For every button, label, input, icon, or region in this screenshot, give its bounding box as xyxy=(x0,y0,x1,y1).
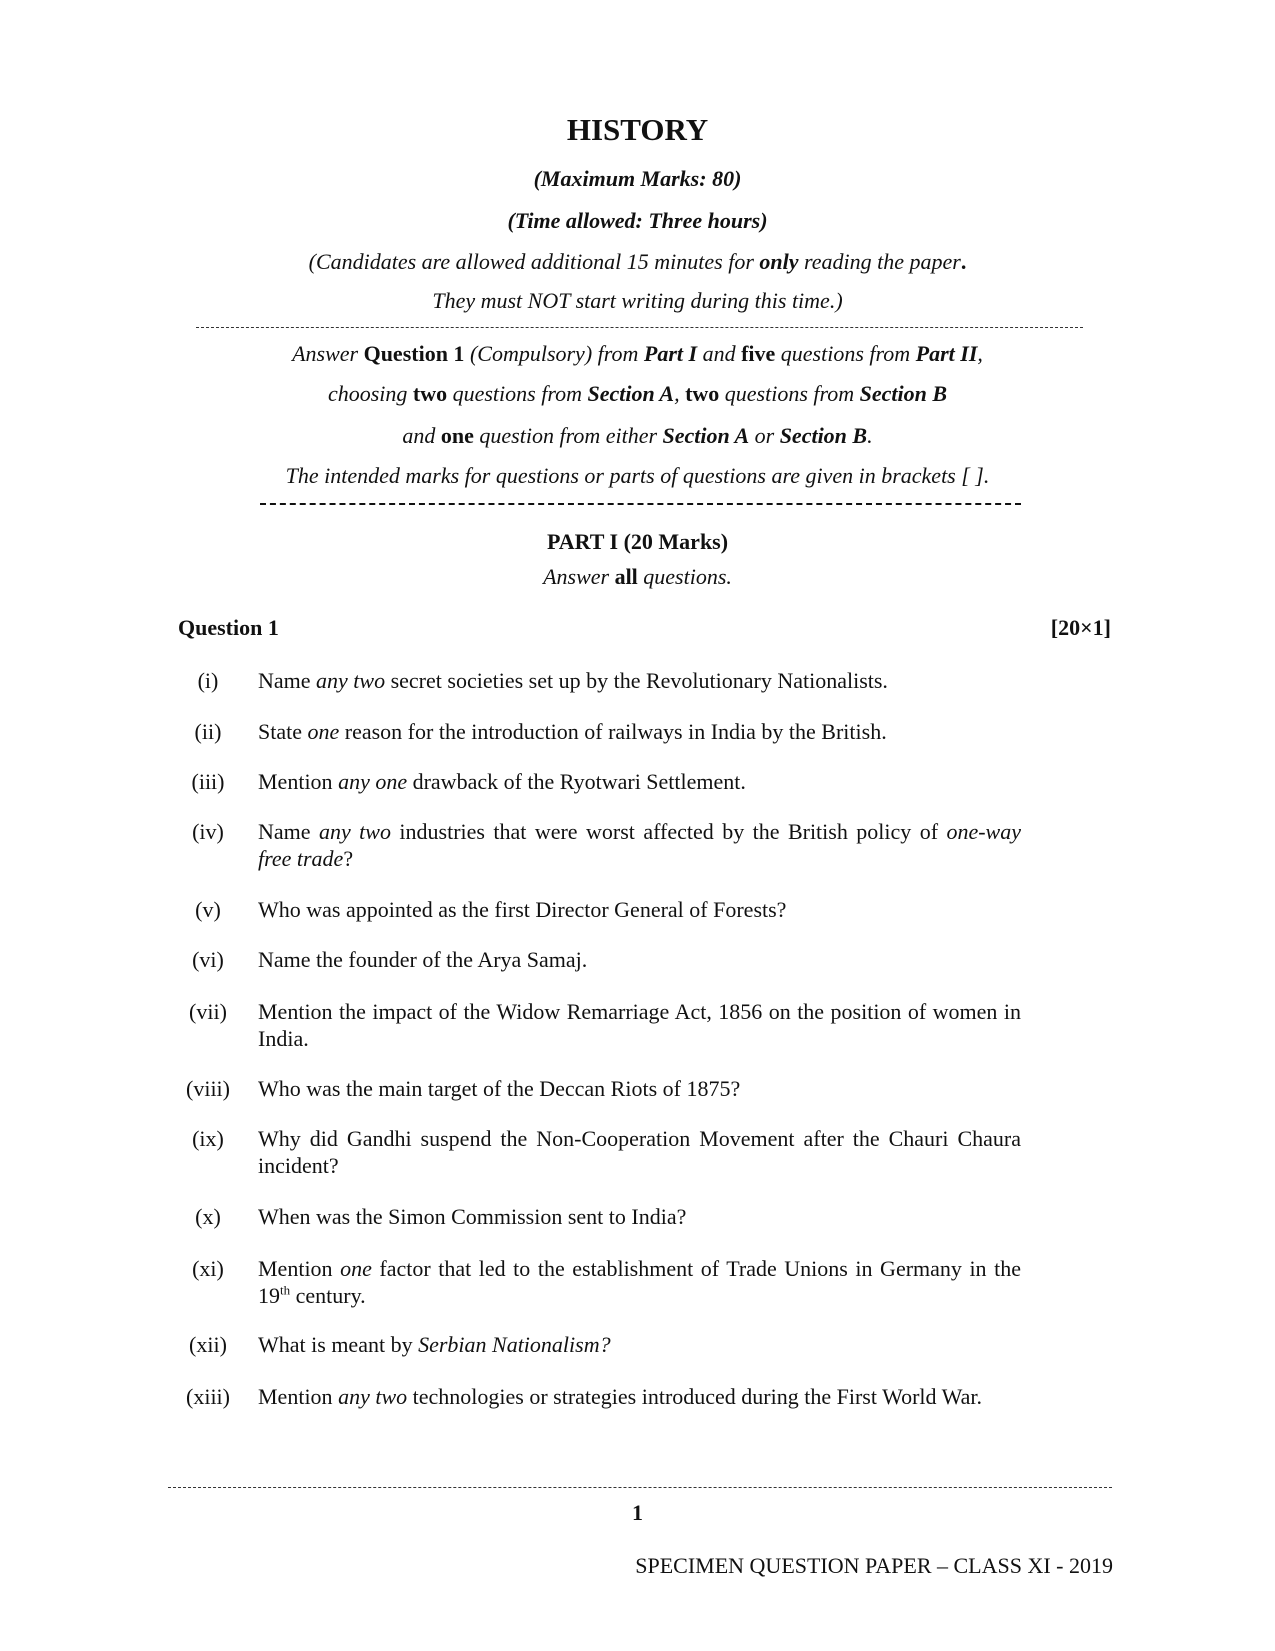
footer-caption: SPECIMEN QUESTION PAPER – CLASS XI - 2019 xyxy=(635,1553,1113,1578)
instruction-line-1: Answer Question 1 (Compulsory) from Part I and five questions from Part II, xyxy=(292,341,983,366)
time-allowed: (Time allowed: Three hours) xyxy=(507,208,768,233)
reading-note-line-1: (Candidates are allowed additional 15 minutes for only reading the paper. xyxy=(308,249,967,274)
question-marks: [20×1] xyxy=(1050,615,1111,640)
divider-footer xyxy=(168,1487,1112,1488)
page-title: HISTORY xyxy=(566,112,709,147)
instruction-line-4: The intended marks for questions or parts of questions are given in brackets [ ]. xyxy=(285,463,990,488)
instruction-line-2: choosing two questions from Section A, two questions from Section B xyxy=(327,381,948,406)
divider-top xyxy=(196,327,1083,328)
reading-note-line-2: They must NOT start writing during this time.) xyxy=(432,288,843,313)
max-marks: (Maximum Marks: 80) xyxy=(533,166,742,191)
page-number: 1 xyxy=(632,1500,643,1525)
divider-instructions xyxy=(260,503,1021,505)
question-label: Question 1 xyxy=(178,615,279,640)
part-title: PART I (20 Marks) xyxy=(546,529,729,554)
part-subtitle: Answer all questions. xyxy=(543,564,732,589)
instruction-line-3: and one question from either Section A or Section B. xyxy=(402,423,873,448)
